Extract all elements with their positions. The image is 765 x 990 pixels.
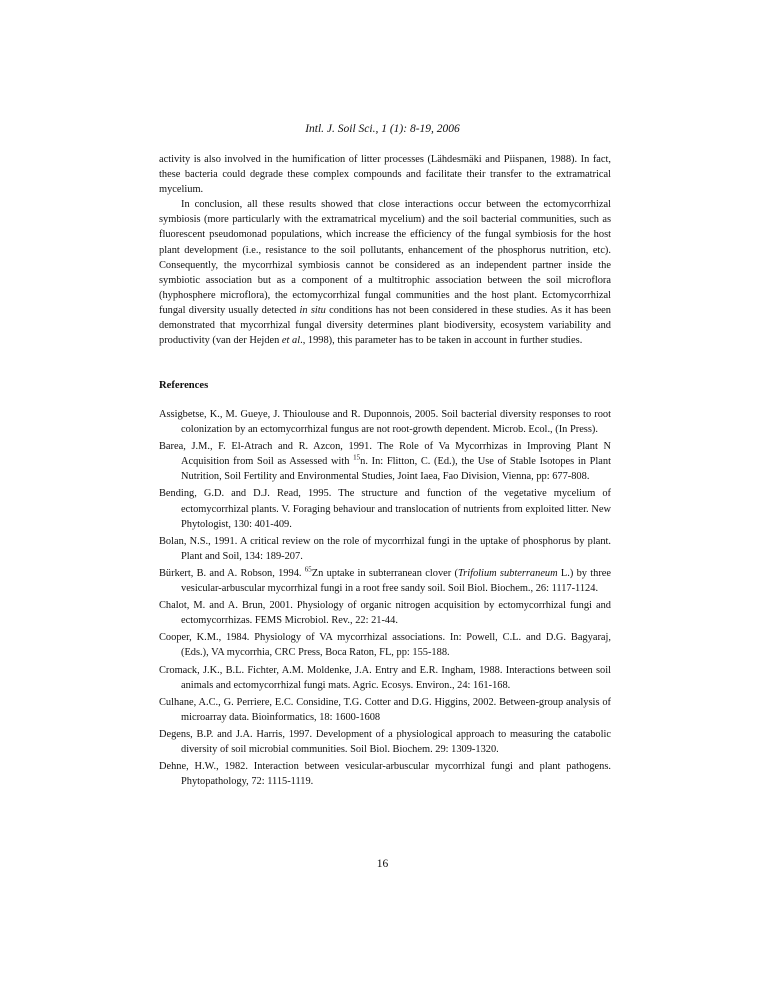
references-heading: References: [159, 380, 209, 391]
reference-item: Assigbetse, K., M. Gueye, J. Thioulouse and R. Duponnois, 2005. Soil bacterial diversity responses to root colonization by an ectomycorrhizal fungus are not root-growth dependent. Microb. Ecol., (In Press).: [159, 409, 611, 436]
reference-item: Cooper, K.M., 1984. Physiology of VA mycorrhizal associations. In: Powell, C.L. and D.G. Bagyaraj, (Eds.), VA mycorrhia, CRC Press, Boca Raton, FL, pp: 155-188.: [159, 632, 611, 659]
reference-item: Barea, J.M., F. El-Atrach and R. Azcon, 1991. The Role of Va Mycorrhizas in Improving Plant N Acquisition from Soil as Assessed with $^{15}$n. In: Flitton, C. (Ed.), the Use of Stable Isotopes in Plant Nutrition, Soil Fertility and Environmental Studies, Joint Iaea, Fao Division, Vienna, pp: 677-808.: [159, 441, 612, 483]
reference-item: Culhane, A.C., G. Perriere, E.C. Considine, T.G. Cotter and D.G. Higgins, 2002. Between-group analysis of microarray data. Bioinformatics, 18: 1600-1608: [159, 696, 611, 723]
page-number: 16: [376, 858, 389, 870]
reference-item: Dehne, H.W., 1982. Interaction between vesicular-arbuscular mycorrhizal fungi and plant pathogens. Phytopathology, 72: 1115-1119.: [159, 761, 611, 788]
body-text: [159, 152, 611, 348]
paragraph-1: activity is also involved in the humification of litter processes (Lähdesmäki and Piispanen, 1988). In fact, these bacteria could degrade these complex compounds and facilitate their transfer to the extramatrical mycelium.: [159, 154, 611, 196]
reference-item: Bürkert, B. and A. Robson, 1994. $^{65}$Zn uptake in subterranean clover (Trifolium subterraneum L.) by three vesicular-arbuscular mycorrhizal fungi in a root free sandy soil. Soil Biol. Biochem., 26: 1117-1124.: [159, 565, 612, 595]
paragraph-2: In conclusion, all these results showed that close interactions occur between the ectomycorrhizal symbiosis (more particularly with the extramatrical mycelium) and the soil bacterial communities, such as fluorescent pseudomonad populations, which increase the efficiency of the fungal symbiosis for the host plant development (i.e., resistance to the soil pollutants, enhancement of the phosphorus nutrition, etc). Consequently, the mycorrhizal symbiosis cannot be considered as an independent partner inside the symbiotic association but as a component of a multitrophic association between the soil microflora (hyphosphere microflora), the ectomycorrhizal fungal communities and the host plant. Ectomycorrhizal fungal diversity usually detected in situ conditions has not been considered in these studies. As it has been demonstrated that mycorrhizal fungal diversity determines plant biodiversity, ecosystem variability and productivity (van der Hejden et al., 1998), this parameter has to be taken in account in further studies.: [159, 199, 611, 347]
reference-item: Chalot, M. and A. Brun, 2001. Physiology of organic nitrogen acquisition by ectomycorrhizal fungi and ectomycorrhizas. FEMS Microbiol. Rev., 22: 21-44.: [159, 600, 611, 627]
running-header: Intl. J. Soil Sci., 1 (1): 8-19, 2006: [305, 123, 460, 135]
reference-item: Degens, B.P. and J.A. Harris, 1997. Development of a physiological approach to measuring the catabolic diversity of soil microbial communities. Soil Biol. Biochem. 29: 1309-1320.: [159, 728, 611, 755]
references-list: [159, 407, 611, 791]
reference-item: Bolan, N.S., 1991. A critical review on the role of mycorrhizal fungi in the uptake of phosphorus by plant. Plant and Soil, 134: 189-207.: [159, 535, 611, 562]
reference-item: Cromack, J.K., B.L. Fichter, A.M. Moldenke, J.A. Entry and E.R. Ingham, 1988. Interactions between soil animals and ectomycorrhizal fungi mats. Agric. Ecosys. Environ., 24: 161-168.: [159, 664, 611, 691]
reference-item: Bending, G.D. and D.J. Read, 1995. The structure and function of the vegetative mycelium of ectomycorrhizal plants. V. Foraging behaviour and translocation of nutrients from exploited litter. New Phytologist, 130: 401-409.: [159, 488, 611, 530]
